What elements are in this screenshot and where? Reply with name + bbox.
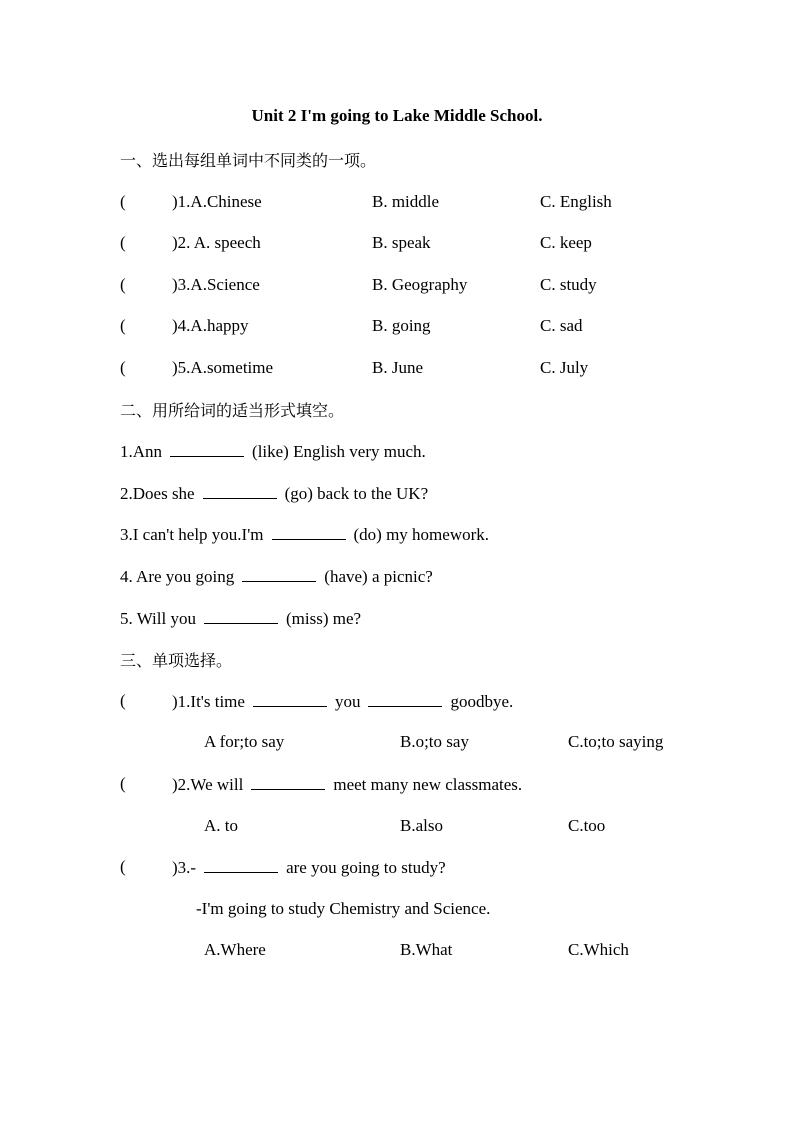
stem-part-3: goodbye. <box>450 692 514 711</box>
answer-blank[interactable] <box>242 566 316 582</box>
sentence-start: 4. Are you going <box>120 567 235 586</box>
sentence-end: (do) my homework. <box>353 525 490 544</box>
sentence-end: (have) a picnic? <box>324 567 433 586</box>
sentence-end: (go) back to the UK? <box>284 484 429 503</box>
item-option-b: B. middle <box>372 192 440 211</box>
item-option-c: C. English <box>540 192 612 211</box>
answer-blank[interactable] <box>204 608 278 624</box>
part2-item-3 <box>120 524 489 545</box>
item-option-b: B. speak <box>372 233 431 252</box>
section-1-heading: 一、选出每组单词中不同类的一项。 <box>120 151 377 170</box>
page-title: Unit 2 I'm going to Lake Middle School. <box>251 106 543 125</box>
sentence-start: 1.Ann <box>120 442 163 461</box>
stem-part-1: )1.It's time <box>172 692 245 711</box>
answer-blank[interactable] <box>253 691 327 707</box>
answer-blank[interactable] <box>251 774 325 790</box>
question-stem <box>172 774 522 795</box>
answer-paren: ( <box>120 316 126 335</box>
part2-item-5 <box>120 608 361 629</box>
item-option-c: C. July <box>540 358 589 377</box>
item-option-c: C. study <box>540 275 597 294</box>
q2-option-c: C.too <box>568 816 606 835</box>
sentence-start: 3.I can't help you.I'm <box>120 525 264 544</box>
item-option-b: B. June <box>372 358 423 377</box>
item-option-a: )3.A.Science <box>172 275 260 294</box>
item-option-a: )1.A.Chinese <box>172 192 262 211</box>
answer-blank[interactable] <box>203 483 277 499</box>
part2-item-4 <box>120 566 433 587</box>
item-option-a: )5.A.sometime <box>172 358 274 377</box>
item-option-a: )4.A.happy <box>172 316 249 335</box>
stem-part-2: you <box>334 692 361 711</box>
item-option-c: C. keep <box>540 233 592 252</box>
stem-part-1: )2.We will <box>172 775 244 794</box>
q1-option-a: A for;to say <box>204 732 285 751</box>
sentence-start: 5. Will you <box>120 609 196 628</box>
sentence-end: (like) English very much. <box>252 442 426 461</box>
part2-item-2 <box>120 483 428 504</box>
answer-paren: ( <box>120 691 126 710</box>
item-option-c: C. sad <box>540 316 583 335</box>
q3-option-a: A.Where <box>204 940 266 959</box>
answer-paren: ( <box>120 192 126 211</box>
question-stem <box>172 691 513 712</box>
stem-part-2: are you going to study? <box>286 858 446 877</box>
item-option-a: )2. A. speech <box>172 233 261 252</box>
section-2-heading: 二、用所给词的适当形式填空。 <box>120 401 345 420</box>
q1-option-c: C.to;to saying <box>568 732 664 751</box>
answer-paren: ( <box>120 857 126 876</box>
answer-paren: ( <box>120 275 126 294</box>
answer-blank[interactable] <box>204 857 278 873</box>
q2-option-a: A. to <box>204 816 238 835</box>
stem-part-2: meet many new classmates. <box>333 775 523 794</box>
answer-blank[interactable] <box>368 691 442 707</box>
answer-blank[interactable] <box>272 524 346 540</box>
answer-paren: ( <box>120 358 126 377</box>
answer-blank[interactable] <box>170 441 244 457</box>
q3-reply: -I'm going to study Chemistry and Science. <box>196 899 491 918</box>
item-option-b: B. going <box>372 316 431 335</box>
part2-item-1 <box>120 441 426 462</box>
sentence-end: (miss) me? <box>285 609 362 628</box>
section-3-heading: 三、单项选择。 <box>120 651 233 670</box>
answer-paren: ( <box>120 233 126 252</box>
q3-option-c: C.Which <box>568 940 629 959</box>
q2-option-b: B.also <box>400 816 443 835</box>
q3-option-b: B.What <box>400 940 453 959</box>
stem-part-1: )3.- <box>172 858 197 877</box>
q1-option-b: B.o;to say <box>400 732 469 751</box>
item-option-b: B. Geography <box>372 275 468 294</box>
answer-paren: ( <box>120 774 126 793</box>
sentence-start: 2.Does she <box>120 484 195 503</box>
question-stem <box>172 857 446 878</box>
